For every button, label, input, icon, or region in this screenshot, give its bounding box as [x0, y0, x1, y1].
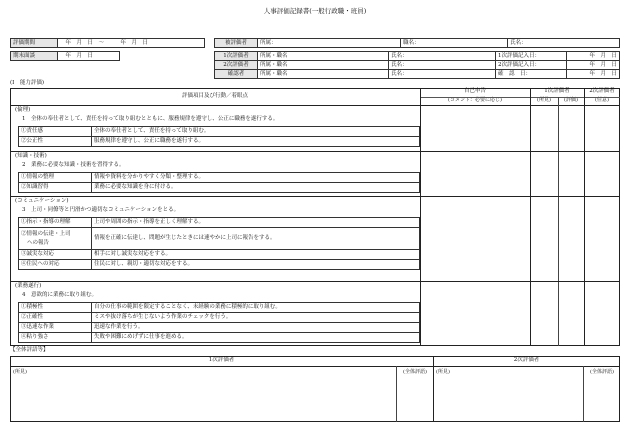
- items-table: [18, 126, 420, 147]
- items-table: [18, 172, 420, 193]
- item-row: [19, 137, 420, 147]
- evaluator-dept[interactable]: 所属・職名: [258, 52, 389, 61]
- item-row: [19, 260, 420, 270]
- evaluators-table: [214, 51, 620, 79]
- item-row: [19, 183, 420, 193]
- item-name: ③迅速な作業: [19, 323, 92, 333]
- item-desc: ミスや抜け落ちが生じないよう作業のチェックを行う。: [92, 313, 420, 323]
- evaluatee-rank[interactable]: 職名：: [401, 39, 508, 48]
- header-first-eval: (評価): [564, 97, 578, 103]
- item-desc: 迅速な作業を行う。: [92, 323, 420, 333]
- evaluator-role: 確認者: [215, 70, 258, 79]
- header-first: 1次評価者: [544, 88, 570, 94]
- overall-header-divider: [10, 366, 620, 367]
- overall-first-eval-area[interactable]: [397, 378, 432, 421]
- item-desc: 全体の奉仕者として、責任を持って取り組む。: [92, 127, 420, 137]
- group-summary: 3 上司・同僚等と円滑かつ適切なコミュニケーションをとる。: [22, 207, 180, 213]
- evaluator-dept[interactable]: 所属・職名: [258, 70, 389, 79]
- first-opinion-area[interactable]: [531, 106, 557, 345]
- header-self-sub: (コメント：必要に応じ): [448, 97, 502, 103]
- item-desc: 情報を正確に伝達し、問題が生じたときには速やかに上司に報告をする。: [92, 228, 420, 250]
- item-name: ②情報の伝達・上司: [21, 231, 71, 238]
- group-category: (コミュニケーション): [15, 198, 69, 204]
- item-desc: 住民に対し、親切・適切な対応をする。: [92, 260, 420, 270]
- group-category: (業務遂行): [15, 283, 42, 289]
- item-name: ①責任感: [19, 127, 92, 137]
- first-eval-area[interactable]: [559, 106, 583, 345]
- evaluatee-table: [214, 38, 620, 48]
- item-desc: 自分の仕事の範囲を限定することなく、未経験の業務に積極的に取り組む。: [92, 303, 420, 313]
- item-name: ④住民への対応: [19, 260, 92, 270]
- item-name: ②正確性: [19, 313, 92, 323]
- overall-first-header: 1次評価者: [208, 357, 235, 363]
- item-desc: 相手に対し誠実な対応をする。: [92, 250, 420, 260]
- overall-second-opinion-area[interactable]: [434, 378, 582, 421]
- item-row: [19, 313, 420, 323]
- evaluator-date[interactable]: 年 月 日: [567, 61, 620, 70]
- item-row: [19, 218, 420, 228]
- overall-first-opinion: (所見): [13, 369, 27, 375]
- item-name: ④粘り強さ: [19, 333, 92, 343]
- header-second-sub: (任意): [595, 97, 609, 103]
- self-comment-area[interactable]: [421, 106, 529, 345]
- second-eval-area[interactable]: [585, 106, 619, 345]
- items-table: [18, 302, 420, 343]
- item-row: [19, 303, 420, 313]
- item-row: [19, 228, 420, 250]
- item-row: [19, 127, 420, 137]
- evaluator-name[interactable]: 氏名：: [389, 61, 496, 70]
- evaluator-row-1: [215, 52, 620, 61]
- overall-second-header: 2次評価者: [513, 357, 540, 363]
- overall-first-eval: (全体評語): [403, 369, 427, 375]
- evaluator-date[interactable]: 年 月 日: [567, 52, 620, 61]
- header-second: 2次評価者: [589, 88, 615, 94]
- period-table: [10, 38, 205, 48]
- evaluator-row-2: [215, 61, 620, 70]
- interview-table: [10, 51, 120, 61]
- evaluator-role: 1次評価者: [215, 52, 258, 61]
- overall-first-opinion-area[interactable]: [11, 378, 395, 421]
- evaluatee-label: 被評価者: [215, 39, 258, 48]
- items-table: [18, 217, 420, 270]
- group-summary: 2 業務に必要な知識・技術を習得する。: [22, 162, 125, 168]
- evaluator-date[interactable]: 年 月 日: [567, 70, 620, 79]
- evaluatee-dept[interactable]: 所属：: [258, 39, 401, 48]
- item-desc: 業務に必要な知識を身に付ける。: [92, 183, 420, 193]
- group-category: (知識・技術): [15, 153, 47, 159]
- item-row: [19, 250, 420, 260]
- evaluator-name[interactable]: 氏名：: [389, 70, 496, 79]
- group-category: (倫理): [15, 107, 31, 113]
- item-name: ②知識習得: [19, 183, 92, 193]
- period-label: 評価期間: [11, 39, 58, 48]
- item-row: [19, 333, 420, 343]
- section-title: (Ⅰ 能力評価): [10, 80, 44, 86]
- header-items: 評価項目及び行動／着眼点: [181, 93, 248, 99]
- group-summary: 1 全体の奉仕者として、責任を持って取り組むとともに、服務規律を遵守し、公正に職務を遂行する。: [22, 116, 279, 122]
- item-name: ②公正性: [19, 137, 92, 147]
- evaluator-role: 2次評価者: [215, 61, 258, 70]
- item-desc: 情報や資料を分かりやすく分類・整理する。: [92, 173, 420, 183]
- period-value[interactable]: 年 月 日 ～ 年 月 日: [58, 39, 205, 48]
- item-row: [19, 323, 420, 333]
- evaluator-row-3: [215, 70, 620, 79]
- header-first-opinion: (所見): [537, 97, 551, 103]
- evaluator-name[interactable]: 氏名：: [389, 52, 496, 61]
- group-summary: 4 意欲的に業務に取り組む。: [22, 292, 98, 298]
- item-desc: 失敗や困難にめげずに仕事を進める。: [92, 333, 420, 343]
- document-title: 人事評価記録書(一般行政職・班員): [263, 7, 367, 15]
- item-desc: 上司や周囲の指示・指導を正しく理解する。: [92, 218, 420, 228]
- overall-title: 【全体評語等】: [10, 347, 49, 353]
- interview-label: 期末面談: [11, 52, 58, 61]
- item-desc: 服務規律を遵守し、公正に職務を遂行する。: [92, 137, 420, 147]
- item-name: ①指示・指導の理解: [19, 218, 92, 228]
- evaluator-date-label: 2次評価記入日：: [496, 61, 567, 70]
- item-name-cont: への報告: [27, 239, 50, 246]
- item-name: ①積極性: [19, 303, 92, 313]
- evaluatee-name[interactable]: 氏名：: [508, 39, 620, 48]
- header-sub-divider: [420, 97, 620, 98]
- evaluator-date-label: 1次評価記入日：: [496, 52, 567, 61]
- overall-second-opinion: (所見): [436, 369, 450, 375]
- overall-second-eval-area[interactable]: [584, 378, 619, 421]
- item-row: [19, 173, 420, 183]
- header-self: 自己申告: [463, 88, 486, 94]
- evaluator-date-label: 確 認 日：: [496, 70, 567, 79]
- item-name: ③誠実な対応: [19, 250, 92, 260]
- evaluator-dept[interactable]: 所属・職名: [258, 61, 389, 70]
- overall-second-eval: (全体評語): [590, 369, 614, 375]
- interview-value[interactable]: 年 月 日: [58, 52, 120, 61]
- item-name: ①情報の整理: [19, 173, 92, 183]
